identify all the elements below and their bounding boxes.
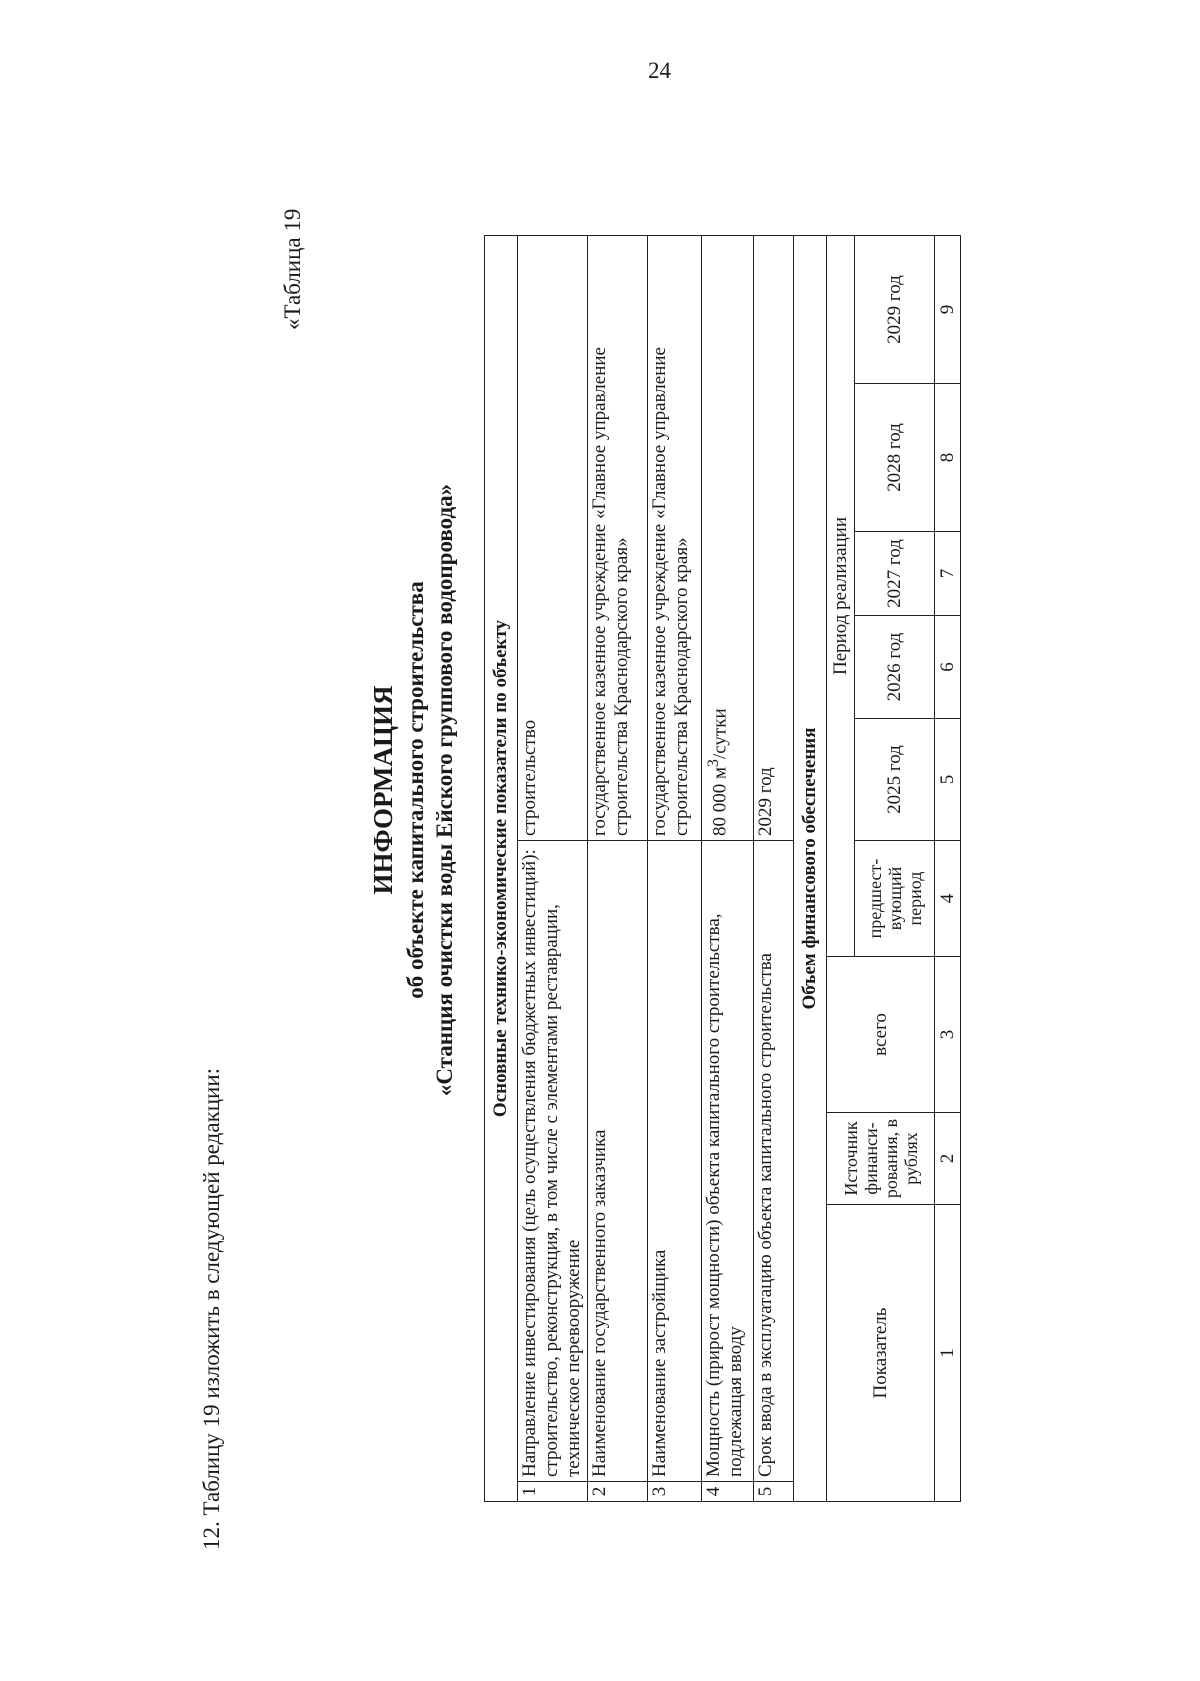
table-row — [702, 236, 754, 1502]
row-number: 1 — [518, 1482, 588, 1502]
indicator-value: 2029 год — [754, 236, 794, 841]
indicator-value: государственное казенное учреждение «Главное управление строительства Краснодарского края» — [588, 236, 648, 841]
table-row — [588, 236, 648, 1502]
object-name: «Станция очистки воды Ейского группового водопровода» — [432, 483, 457, 1097]
row-number: 3 — [648, 1482, 702, 1502]
column-number: 7 — [935, 532, 961, 616]
table-label: «Таблица 19 — [280, 208, 305, 330]
column-number: 6 — [935, 616, 961, 719]
column-number: 2 — [935, 1113, 961, 1205]
header-previous-period: предшест-вующий период — [855, 841, 935, 957]
row-number: 5 — [754, 1482, 794, 1502]
header-year-2027: 2027 год — [855, 532, 935, 616]
header-source: Источник финанси-рования, в рублях — [827, 1113, 935, 1205]
indicator-value: государственное казенное учреждение «Главное управление строительства Краснодарского края» — [648, 236, 702, 841]
column-number: 8 — [935, 384, 961, 532]
header-year-2026: 2026 год — [855, 616, 935, 719]
capacity-superscript: 3 — [705, 759, 722, 767]
header-period: Период реализации — [827, 236, 855, 957]
column-number: 9 — [935, 236, 961, 384]
indicator-value: строительство — [518, 236, 588, 841]
column-number: 4 — [935, 841, 961, 957]
indicator-value — [702, 236, 754, 841]
indicator-label: Направление инвестирования (цель осуществления бюджетных инвестиций): строительство, реконструкция, в том числе с элементами реставрации, техническое перевооружение — [518, 841, 588, 1482]
document-subtitle: об объекте капитального строительства — [403, 581, 428, 999]
column-number: 3 — [935, 957, 961, 1113]
rotated-page-content — [198, 30, 1200, 1550]
row-number: 2 — [588, 1482, 648, 1502]
column-number: 5 — [935, 719, 961, 841]
header-year-2029: 2029 год — [855, 236, 935, 384]
column-number-row — [935, 236, 961, 1502]
table-row — [648, 236, 702, 1502]
indicator-label: Мощность (прирост мощности) объекта капитального строительства, подлежащая вводу — [702, 841, 754, 1482]
header-year-2028: 2028 год — [855, 384, 935, 532]
header-indicator: Показатель — [827, 1205, 935, 1502]
table-row — [518, 236, 588, 1502]
header-total: всего — [827, 957, 935, 1113]
info-table — [484, 235, 961, 1502]
section-header-indicators: Основные технико-экономические показатели по объекту — [485, 236, 518, 1502]
header-year-2025: 2025 год — [855, 719, 935, 841]
capacity-unit: /сутки — [709, 708, 731, 760]
document-title: ИНФОРМАЦИЯ — [368, 685, 398, 895]
table-row — [754, 236, 794, 1502]
page-number: 24 — [648, 58, 671, 83]
column-number: 1 — [935, 1205, 961, 1502]
indicator-label: Наименование государственного заказчика — [588, 841, 648, 1482]
capacity-value: 80 000 м — [709, 766, 731, 836]
row-number: 4 — [702, 1482, 754, 1502]
indicator-label: Наименование застройщика — [648, 841, 702, 1482]
indicator-label: Срок ввода в эксплуатацию объекта капитального строительства — [754, 841, 794, 1482]
intro-text: 12. Таблицу 19 изложить в следующей редакции: — [199, 1067, 224, 1550]
section-header-financing: Объем финансового обеспечения — [794, 236, 827, 1502]
